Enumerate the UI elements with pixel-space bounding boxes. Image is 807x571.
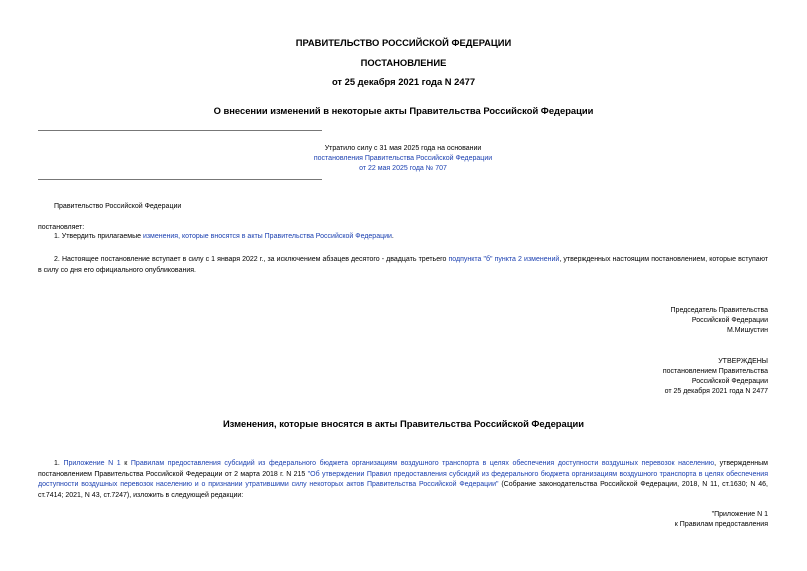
paragraph-1: [38, 232, 768, 243]
signature-position: Председатель Правительства: [670, 307, 768, 314]
document-title: О внесении изменений в некоторые акты Правительства Российской Федерации: [213, 105, 594, 116]
decree-215-link[interactable]: "Об утверждении Правил предоставления субсидий из федерального бюджета организациям воздушного транспорта в целях обеспечения доступности воздушных перевозок населению и о признании утратившими силу некоторых актов Правительства Российской Федерации": [38, 470, 768, 488]
item-1-number: 1.: [54, 460, 64, 467]
changes-title: Изменения, которые вносятся в акты Правительства Российской Федерации: [222, 418, 585, 429]
approval-date: от 25 декабря 2021 года N 2477: [664, 388, 768, 395]
approval-block: [663, 357, 768, 397]
approval-decree: постановлением Правительства: [662, 368, 768, 375]
paragraph-1-end: .: [391, 233, 394, 240]
subsidy-rules-link[interactable]: Правилам предоставления субсидий из федерального бюджета организациям воздушного транспорта в целях обеспечения доступности воздушных перевозок населению: [130, 460, 715, 467]
signature-block: [671, 306, 768, 336]
appendix-rules: к Правилам предоставления: [674, 521, 768, 528]
item-1-citation: (Собрание законодательства Российской Федерации, 2018, N 11, ст.1630; N 46, ст.7414; 2021, N 43, ст.7247), изложить в следующей редакции:: [38, 481, 768, 499]
item-1-approval-text: , утвержденным постановлением Правительства Российской Федерации от 2 марта 2018 г. N 215: [38, 460, 768, 478]
repeal-notice-text: Утратило силу с 31 мая 2025 года на основании: [324, 145, 482, 152]
divider-bottom: [38, 179, 322, 180]
paragraph-1-text: 1. Утвердить прилагаемые: [54, 233, 143, 240]
signature-name: М.Мишустин: [726, 327, 768, 334]
changes-link[interactable]: изменения, которые вносятся в акты Правительства Российской Федерации: [142, 233, 392, 240]
subparagraph-link[interactable]: подпункта "б" пункта 2 изменений: [448, 256, 560, 263]
issuing-authority: ПРАВИТЕЛЬСТВО РОССИЙСКОЙ ФЕДЕРАЦИИ: [295, 37, 512, 48]
appendix-1-link[interactable]: Приложение N 1: [63, 460, 121, 467]
approval-country: Российской Федерации: [691, 378, 768, 385]
document-type: ПОСТАНОВЛЕНИЕ: [360, 57, 447, 68]
signature-country: Российской Федерации: [691, 317, 768, 324]
document-date-number: от 25 декабря 2021 года N 2477: [331, 76, 476, 87]
item-1-connector: к: [120, 460, 131, 467]
paragraph-2-end: , утвержденных настоящим постановлением, которые вступают в силу со дня его официального опубликования.: [38, 256, 768, 274]
decrees-line: постановляет:: [38, 224, 85, 231]
paragraph-2-text: 2. Настоящее постановление вступает в силу с 1 января 2022 г., за исключением абзацев десятого - двадцать третьего: [54, 256, 449, 263]
paragraph-2: [38, 255, 768, 276]
repeal-decree-link[interactable]: постановления Правительства Российской Федерации: [313, 155, 493, 162]
repeal-notice: [240, 144, 566, 174]
changes-item-1: [38, 459, 768, 501]
repeal-decree-date-link[interactable]: от 22 мая 2025 года № 707: [359, 165, 447, 172]
divider-top: [38, 130, 322, 131]
appendix-number: "Приложение N 1: [711, 511, 768, 518]
appendix-header: [675, 510, 768, 530]
approval-heading: УТВЕРЖДЕНЫ: [718, 358, 768, 365]
government-line: Правительство Российской Федерации: [54, 203, 182, 210]
